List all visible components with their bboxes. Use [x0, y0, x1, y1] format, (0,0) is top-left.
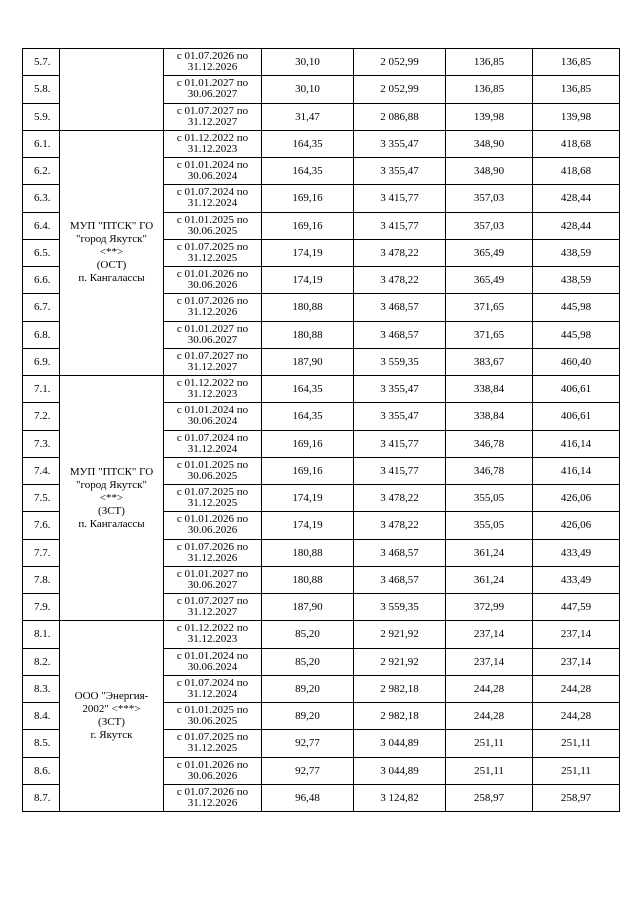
value-cell-2: 2 052,99: [354, 76, 446, 103]
row-number: 7.9.: [23, 594, 60, 621]
period-cell: [164, 784, 262, 811]
row-number: 7.2.: [23, 403, 60, 430]
value-cell-1: 174,19: [262, 239, 354, 266]
value-cell-4: 416,14: [533, 430, 620, 457]
period-end: 31.12.2023: [187, 388, 238, 401]
organization-line: г. Якутск: [90, 729, 133, 742]
period-start: с 01.12.2022 по: [176, 377, 249, 390]
period-end: 31.12.2024: [187, 197, 238, 210]
period-end: 31.12.2025: [187, 251, 238, 264]
period-start: с 01.07.2027 по: [176, 349, 249, 362]
value-cell-1: 169,16: [262, 430, 354, 457]
period-start: с 01.01.2027 по: [176, 567, 249, 580]
period-end: 31.12.2026: [187, 796, 238, 809]
value-cell-3: 237,14: [446, 621, 533, 648]
value-cell-1: 92,77: [262, 730, 354, 757]
value-cell-2: 3 044,89: [354, 757, 446, 784]
period-start: с 01.07.2027 по: [176, 104, 249, 117]
period-end: 31.12.2026: [187, 306, 238, 319]
table-row: [23, 621, 620, 648]
period-start: с 01.07.2026 по: [176, 785, 249, 798]
organization-line: МУП "ПТСК" ГО: [69, 465, 154, 478]
period-cell: [164, 675, 262, 702]
value-cell-1: 164,35: [262, 376, 354, 403]
period-cell: [164, 403, 262, 430]
value-cell-1: 30,10: [262, 76, 354, 103]
value-cell-3: 346,78: [446, 430, 533, 457]
tariff-table: [22, 48, 620, 812]
period-end: 31.12.2025: [187, 742, 238, 755]
period-end: 31.12.2023: [187, 633, 238, 646]
period-start: с 01.07.2026 по: [176, 50, 249, 63]
table-row: [23, 49, 620, 76]
organization-line: (ЗСТ): [98, 716, 125, 729]
period-cell: [164, 185, 262, 212]
period-cell: [164, 512, 262, 539]
value-cell-2: 3 559,35: [354, 348, 446, 375]
value-cell-3: 371,65: [446, 294, 533, 321]
organization-line: <**>: [99, 246, 124, 259]
value-cell-3: 361,24: [446, 566, 533, 593]
period-end: 30.06.2025: [187, 469, 238, 482]
row-number: 8.7.: [23, 784, 60, 811]
period-end: 30.06.2024: [187, 170, 238, 183]
value-cell-3: 251,11: [446, 757, 533, 784]
value-cell-1: 164,35: [262, 403, 354, 430]
period-cell: [164, 594, 262, 621]
period-end: 31.12.2024: [187, 442, 238, 455]
value-cell-2: 3 355,47: [354, 376, 446, 403]
value-cell-1: 30,10: [262, 49, 354, 76]
value-cell-3: 357,03: [446, 212, 533, 239]
row-number: 6.2.: [23, 158, 60, 185]
period-cell: [164, 430, 262, 457]
value-cell-3: 355,05: [446, 512, 533, 539]
period-cell: [164, 239, 262, 266]
period-start: с 01.01.2024 по: [176, 159, 249, 172]
period-cell: [164, 212, 262, 239]
value-cell-2: 3 124,82: [354, 784, 446, 811]
tariff-table-body: [23, 49, 620, 812]
period-cell: [164, 703, 262, 730]
organization-line: (ЗСТ): [98, 504, 125, 517]
value-cell-3: 355,05: [446, 485, 533, 512]
value-cell-4: 460,40: [533, 348, 620, 375]
organization-line: (ОСТ): [96, 259, 127, 272]
period-start: с 01.07.2027 по: [176, 595, 249, 608]
value-cell-3: 383,67: [446, 348, 533, 375]
value-cell-3: 361,24: [446, 539, 533, 566]
period-start: с 01.01.2026 по: [176, 513, 249, 526]
value-cell-1: 174,19: [262, 512, 354, 539]
row-number: 6.1.: [23, 130, 60, 157]
period-start: с 01.07.2026 по: [176, 540, 249, 553]
value-cell-4: 136,85: [533, 76, 620, 103]
value-cell-4: 418,68: [533, 130, 620, 157]
period-start: с 01.01.2027 по: [176, 77, 249, 90]
value-cell-3: 365,49: [446, 267, 533, 294]
value-cell-1: 169,16: [262, 185, 354, 212]
value-cell-1: 180,88: [262, 294, 354, 321]
period-end: 30.06.2025: [187, 224, 238, 237]
value-cell-4: 433,49: [533, 539, 620, 566]
organization-line: <**>: [99, 491, 124, 504]
period-start: с 01.01.2026 по: [176, 268, 249, 281]
value-cell-3: 251,11: [446, 730, 533, 757]
value-cell-1: 92,77: [262, 757, 354, 784]
period-end: 30.06.2027: [187, 88, 238, 101]
value-cell-3: 139,98: [446, 103, 533, 130]
period-end: 30.06.2026: [187, 279, 238, 292]
value-cell-4: 244,28: [533, 675, 620, 702]
period-start: с 01.01.2024 по: [176, 649, 249, 662]
value-cell-4: 251,11: [533, 730, 620, 757]
value-cell-4: 426,06: [533, 485, 620, 512]
row-number: 7.1.: [23, 376, 60, 403]
value-cell-1: 187,90: [262, 348, 354, 375]
value-cell-3: 237,14: [446, 648, 533, 675]
organization-line: "город Якутск": [76, 233, 147, 246]
value-cell-3: 136,85: [446, 49, 533, 76]
period-start: с 01.01.2026 по: [176, 758, 249, 771]
value-cell-3: 346,78: [446, 457, 533, 484]
organization-line: ООО "Энергия-: [74, 690, 149, 703]
value-cell-1: 169,16: [262, 212, 354, 239]
table-row: [23, 130, 620, 157]
value-cell-2: 3 478,22: [354, 485, 446, 512]
organization-cell: [60, 621, 164, 812]
value-cell-4: 416,14: [533, 457, 620, 484]
period-cell: [164, 49, 262, 76]
period-end: 31.12.2025: [187, 497, 238, 510]
period-cell: [164, 648, 262, 675]
value-cell-2: 3 355,47: [354, 403, 446, 430]
value-cell-3: 348,90: [446, 130, 533, 157]
value-cell-1: 174,19: [262, 267, 354, 294]
value-cell-3: 348,90: [446, 158, 533, 185]
value-cell-4: 244,28: [533, 703, 620, 730]
period-cell: [164, 267, 262, 294]
value-cell-4: 447,59: [533, 594, 620, 621]
period-start: с 01.12.2022 по: [176, 131, 249, 144]
value-cell-2: 3 355,47: [354, 130, 446, 157]
period-end: 31.12.2027: [187, 360, 238, 373]
period-end: 31.12.2027: [187, 115, 238, 128]
period-end: 31.12.2026: [187, 61, 238, 74]
value-cell-3: 338,84: [446, 403, 533, 430]
period-cell: [164, 566, 262, 593]
period-start: с 01.01.2024 по: [176, 404, 249, 417]
value-cell-2: 2 921,92: [354, 648, 446, 675]
period-start: с 01.01.2025 по: [176, 704, 249, 717]
row-number: 6.4.: [23, 212, 60, 239]
value-cell-2: 3 478,22: [354, 267, 446, 294]
period-cell: [164, 485, 262, 512]
value-cell-2: 3 044,89: [354, 730, 446, 757]
value-cell-3: 244,28: [446, 675, 533, 702]
value-cell-4: 237,14: [533, 648, 620, 675]
row-number: 6.9.: [23, 348, 60, 375]
value-cell-3: 365,49: [446, 239, 533, 266]
value-cell-4: 258,97: [533, 784, 620, 811]
value-cell-1: 180,88: [262, 539, 354, 566]
organization-line: п. Кангалассы: [78, 517, 145, 530]
period-end: 30.06.2024: [187, 660, 238, 673]
organization-line: МУП "ПТСК" ГО: [69, 220, 154, 233]
value-cell-4: 433,49: [533, 566, 620, 593]
value-cell-3: 136,85: [446, 76, 533, 103]
period-end: 30.06.2025: [187, 715, 238, 728]
period-cell: [164, 457, 262, 484]
period-cell: [164, 348, 262, 375]
period-cell: [164, 294, 262, 321]
value-cell-1: 89,20: [262, 703, 354, 730]
period-start: с 01.07.2025 по: [176, 240, 249, 253]
period-end: 31.12.2027: [187, 606, 238, 619]
value-cell-2: 3 415,77: [354, 185, 446, 212]
value-cell-3: 372,99: [446, 594, 533, 621]
period-start: с 01.01.2025 по: [176, 458, 249, 471]
row-number: 7.8.: [23, 566, 60, 593]
value-cell-2: 3 468,57: [354, 294, 446, 321]
value-cell-3: 371,65: [446, 321, 533, 348]
period-start: с 01.01.2025 по: [176, 213, 249, 226]
row-number: 7.4.: [23, 457, 60, 484]
value-cell-4: 418,68: [533, 158, 620, 185]
period-start: с 01.07.2025 по: [176, 486, 249, 499]
value-cell-4: 445,98: [533, 321, 620, 348]
value-cell-2: 3 478,22: [354, 239, 446, 266]
value-cell-4: 438,59: [533, 239, 620, 266]
row-number: 8.6.: [23, 757, 60, 784]
value-cell-1: 85,20: [262, 648, 354, 675]
value-cell-3: 244,28: [446, 703, 533, 730]
value-cell-2: 2 982,18: [354, 675, 446, 702]
value-cell-1: 89,20: [262, 675, 354, 702]
row-number: 5.8.: [23, 76, 60, 103]
row-number: 6.6.: [23, 267, 60, 294]
period-cell: [164, 130, 262, 157]
row-number: 5.7.: [23, 49, 60, 76]
period-start: с 01.07.2025 по: [176, 731, 249, 744]
period-end: 31.12.2023: [187, 142, 238, 155]
row-number: 5.9.: [23, 103, 60, 130]
value-cell-2: 3 415,77: [354, 212, 446, 239]
value-cell-3: 338,84: [446, 376, 533, 403]
value-cell-3: 357,03: [446, 185, 533, 212]
organization-cell: [60, 130, 164, 375]
value-cell-2: 3 478,22: [354, 512, 446, 539]
period-cell: [164, 730, 262, 757]
value-cell-4: 428,44: [533, 185, 620, 212]
period-cell: [164, 539, 262, 566]
organization-cell: [60, 49, 164, 131]
row-number: 6.8.: [23, 321, 60, 348]
value-cell-1: 180,88: [262, 566, 354, 593]
period-cell: [164, 376, 262, 403]
row-number: 7.3.: [23, 430, 60, 457]
period-start: с 01.07.2024 по: [176, 186, 249, 199]
organization-cell: [60, 376, 164, 621]
value-cell-1: 187,90: [262, 594, 354, 621]
period-end: 31.12.2026: [187, 551, 238, 564]
organization-line: "город Якутск": [76, 478, 147, 491]
value-cell-4: 139,98: [533, 103, 620, 130]
period-cell: [164, 621, 262, 648]
period-cell: [164, 757, 262, 784]
period-cell: [164, 103, 262, 130]
value-cell-4: 136,85: [533, 49, 620, 76]
row-number: 7.7.: [23, 539, 60, 566]
value-cell-3: 258,97: [446, 784, 533, 811]
value-cell-1: 85,20: [262, 621, 354, 648]
value-cell-2: 3 468,57: [354, 539, 446, 566]
value-cell-1: 169,16: [262, 457, 354, 484]
value-cell-2: 3 559,35: [354, 594, 446, 621]
period-cell: [164, 76, 262, 103]
value-cell-2: 2 086,88: [354, 103, 446, 130]
row-number: 6.3.: [23, 185, 60, 212]
table-row: [23, 376, 620, 403]
period-end: 30.06.2026: [187, 769, 238, 782]
value-cell-2: 3 415,77: [354, 457, 446, 484]
period-end: 30.06.2026: [187, 524, 238, 537]
value-cell-1: 96,48: [262, 784, 354, 811]
row-number: 6.5.: [23, 239, 60, 266]
value-cell-2: 3 468,57: [354, 321, 446, 348]
value-cell-2: 2 982,18: [354, 703, 446, 730]
row-number: 7.6.: [23, 512, 60, 539]
period-end: 30.06.2024: [187, 415, 238, 428]
organization-line: п. Кангалассы: [78, 272, 145, 285]
value-cell-2: 3 355,47: [354, 158, 446, 185]
value-cell-1: 164,35: [262, 130, 354, 157]
row-number: 8.5.: [23, 730, 60, 757]
row-number: 8.4.: [23, 703, 60, 730]
period-cell: [164, 321, 262, 348]
period-cell: [164, 158, 262, 185]
period-start: с 01.07.2024 по: [176, 676, 249, 689]
value-cell-2: 2 052,99: [354, 49, 446, 76]
row-number: 7.5.: [23, 485, 60, 512]
period-end: 30.06.2027: [187, 333, 238, 346]
value-cell-4: 406,61: [533, 376, 620, 403]
value-cell-1: 180,88: [262, 321, 354, 348]
organization-line: 2002" <***>: [82, 703, 141, 716]
value-cell-4: 445,98: [533, 294, 620, 321]
period-start: с 01.07.2024 по: [176, 431, 249, 444]
row-number: 6.7.: [23, 294, 60, 321]
row-number: 8.3.: [23, 675, 60, 702]
value-cell-4: 426,06: [533, 512, 620, 539]
value-cell-4: 438,59: [533, 267, 620, 294]
row-number: 8.1.: [23, 621, 60, 648]
period-start: с 01.01.2027 по: [176, 322, 249, 335]
value-cell-4: 406,61: [533, 403, 620, 430]
period-end: 31.12.2024: [187, 687, 238, 700]
value-cell-1: 31,47: [262, 103, 354, 130]
period-end: 30.06.2027: [187, 578, 238, 591]
value-cell-4: 428,44: [533, 212, 620, 239]
period-start: с 01.12.2022 по: [176, 622, 249, 635]
value-cell-4: 251,11: [533, 757, 620, 784]
value-cell-2: 3 468,57: [354, 566, 446, 593]
period-start: с 01.07.2026 по: [176, 295, 249, 308]
row-number: 8.2.: [23, 648, 60, 675]
value-cell-1: 174,19: [262, 485, 354, 512]
value-cell-2: 2 921,92: [354, 621, 446, 648]
value-cell-1: 164,35: [262, 158, 354, 185]
value-cell-2: 3 415,77: [354, 430, 446, 457]
value-cell-4: 237,14: [533, 621, 620, 648]
